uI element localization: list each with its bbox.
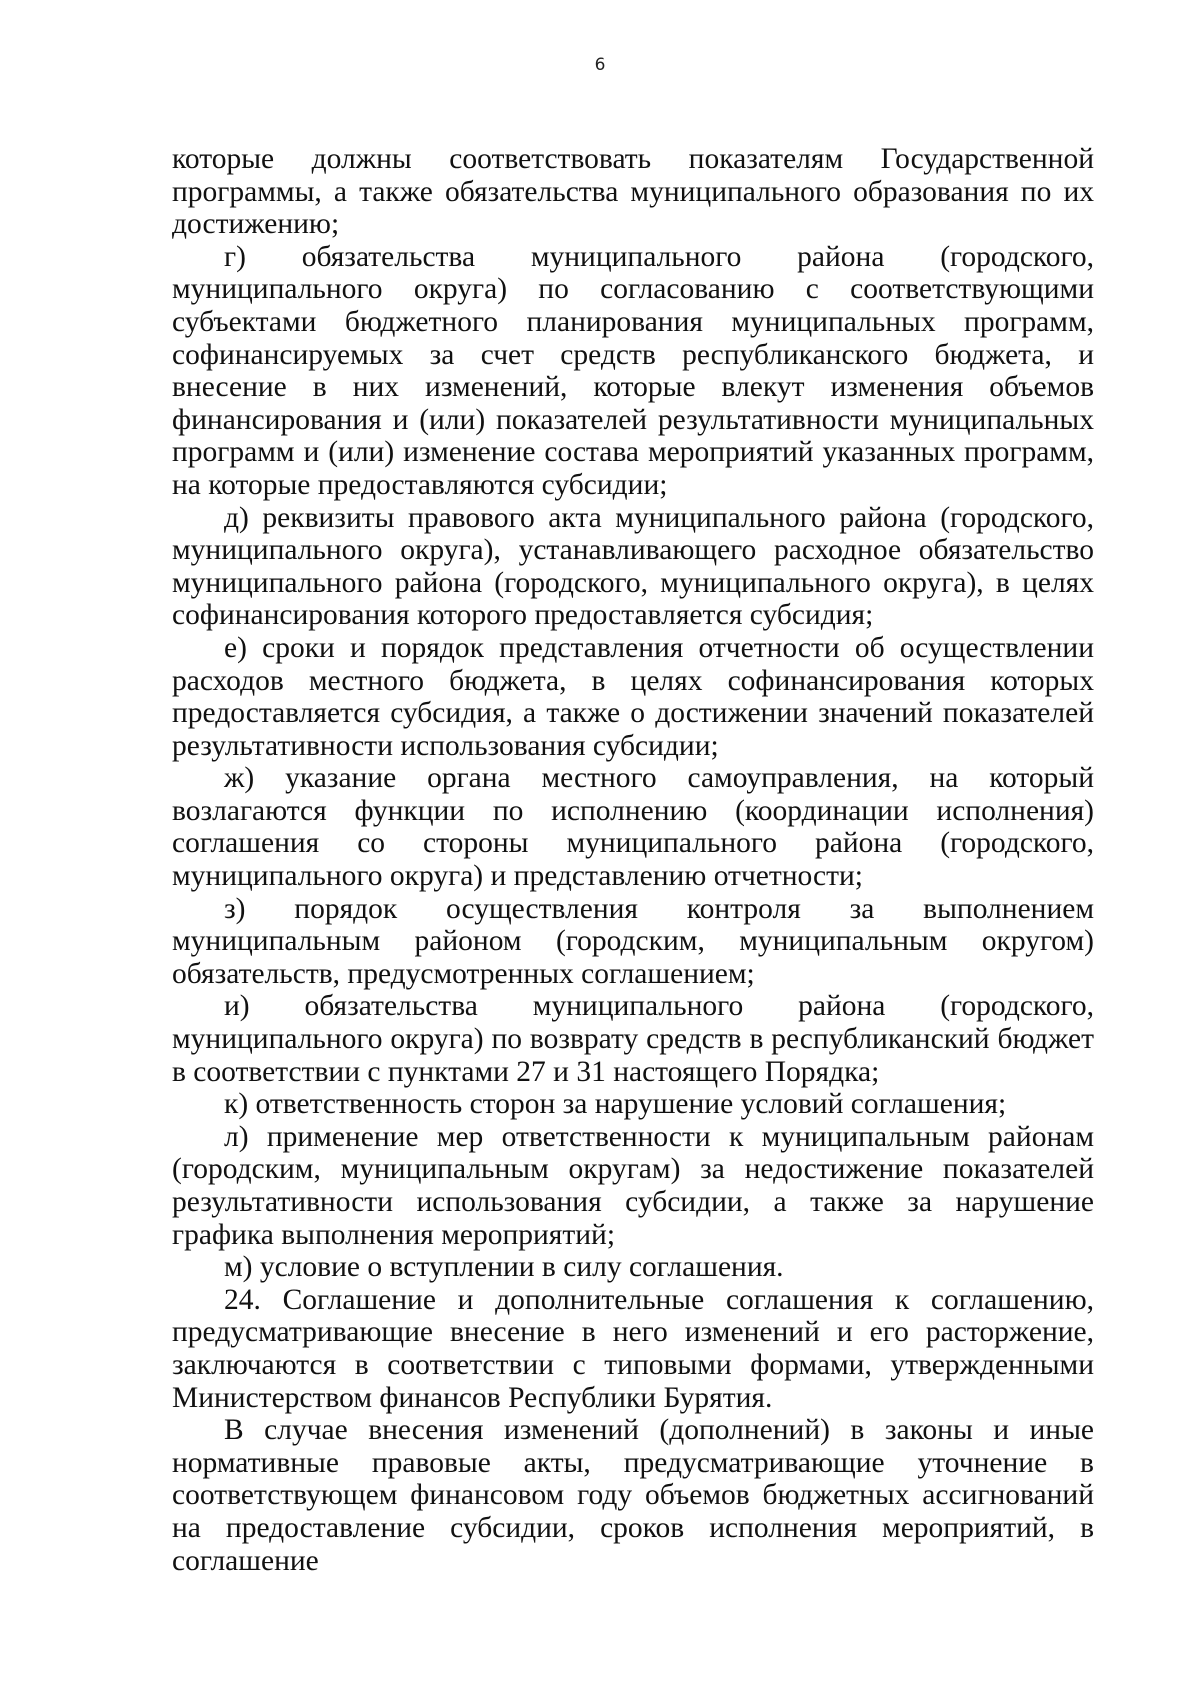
paragraph-continuation: которые должны соответствовать показателям Государственной программы, а также обязательства муниципального образования по их достижению; [172, 143, 1094, 241]
page-number: 6 [594, 55, 606, 75]
paragraph-item-l: л) применение мер ответственности к муниципальным районам (городским, муниципальным округам) за недостижение показателей результативности использования субсидии, а также за нарушение графика выполнения мероприятий; [172, 1120, 1094, 1251]
paragraph-clause-24-changes: В случае внесения изменений (дополнений) в законы и иные нормативные правовые акты, предусматривающие уточнение в соответствующем финансовом году объемов бюджетных ассигнований на предоставление субсидии, сроков исполнения мероприятий, в соглашение [172, 1414, 1094, 1577]
paragraph-item-i: и) обязательства муниципального района (городского, муниципального округа) по возврату средств в республиканский бюджет в соответствии с пунктами 27 и 31 настоящего Порядка; [172, 990, 1094, 1088]
paragraph-item-g: г) обязательства муниципального района (городского, муниципального округа) по согласованию с соответствующими субъектами бюджетного планирования муниципальных программ, софинансируемых за счет средств республиканского бюджета, и внесение в них изменений, которые влекут изменения объемов финансирования и (или) показателей результативности муниципальных программ и (или) изменение состава мероприятий указанных программ, на которые предоставляются субсидии; [172, 240, 1094, 501]
document-body [172, 143, 1094, 1577]
paragraph-item-m: м) условие о вступлении в силу соглашения. [224, 1251, 784, 1284]
paragraph-clause-24: 24. Соглашение и дополнительные соглашения к соглашению, предусматривающие внесение в него изменений и его расторжение, заключаются в соответствии с типовыми формами, утвержденными Министерством финансов Республики Бурятия. [172, 1283, 1094, 1414]
paragraph-item-e: е) сроки и порядок представления отчетности об осуществлении расходов местного бюджета, в целях софинансирования которых предоставляется субсидия, а также о достижении значений показателей результативности использования субсидии; [172, 631, 1094, 762]
paragraph-item-d: д) реквизиты правового акта муниципального района (городского, муниципального округа), устанавливающего расходное обязательство муниципального района (городского, муниципального округа), в целях софинансирования которого предоставляется субсидия; [172, 501, 1094, 632]
paragraph-item-zh: ж) указание органа местного самоуправления, на который возлагаются функции по исполнению (координации исполнения) соглашения со стороны муниципального района (городского, муниципального округа) и представлению отчетности; [172, 762, 1094, 893]
paragraph-item-z: з) порядок осуществления контроля за выполнением муниципальным районом (городским, муниципальным округом) обязательств, предусмотренных соглашением; [172, 892, 1094, 990]
paragraph-item-k: к) ответственность сторон за нарушение условий соглашения; [224, 1088, 1007, 1121]
